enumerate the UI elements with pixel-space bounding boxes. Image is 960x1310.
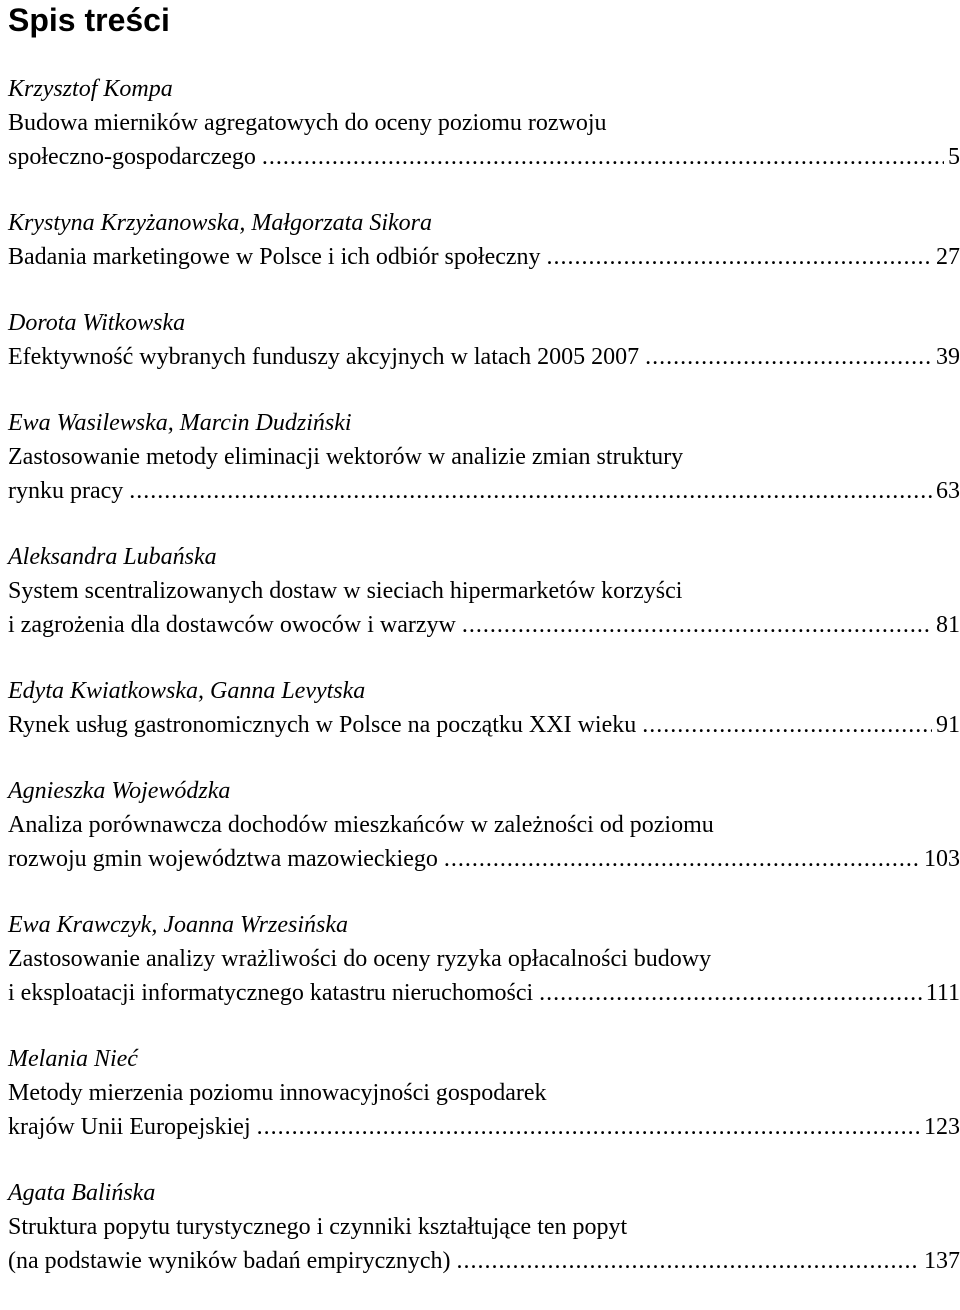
entry-title-end: i eksploatacji informatycznego katastru nieruchomości — [8, 980, 534, 1006]
toc-entry — [8, 674, 960, 742]
entry-authors: Krzysztof Kompa — [8, 76, 173, 102]
entry-authors: Ewa Krawczyk, Joanna Wrzesińska — [8, 912, 348, 938]
entry-final-line — [8, 1110, 960, 1144]
entry-title-line: Budowa mierników agregatowych do oceny poziomu rozwoju — [8, 110, 607, 136]
dot-leader — [645, 340, 932, 374]
dot-leader — [539, 976, 922, 1010]
dot-leader — [547, 240, 932, 274]
entry-title-end: Efektywność wybranych funduszy akcyjnych w latach 2005 2007 — [8, 344, 640, 370]
entry-title-end: rozwoju gmin województwa mazowieckiego — [8, 846, 438, 872]
entry-authors: Melania Nieć — [8, 1046, 138, 1072]
dot-leader — [257, 1110, 920, 1144]
entry-authors: Dorota Witkowska — [8, 310, 186, 336]
entry-final-line — [8, 240, 960, 274]
toc-entry — [8, 206, 960, 274]
dot-leader — [262, 140, 944, 174]
page-number: 5 — [948, 144, 960, 170]
entry-title-line: Zastosowanie metody eliminacji wektorów w analizie zmian struktury — [8, 444, 684, 470]
dot-leader — [462, 608, 932, 642]
page-number: 27 — [936, 244, 960, 270]
entry-final-line — [8, 976, 960, 1010]
toc-entry — [8, 406, 960, 508]
dot-leader — [129, 474, 932, 508]
toc-entries — [8, 72, 960, 1310]
entry-authors: Ewa Wasilewska, Marcin Dudziński — [8, 410, 352, 436]
entry-title-end: Rynek usług gastronomicznych w Polsce na początku XXI wieku — [8, 712, 637, 738]
dot-leader — [444, 842, 920, 876]
page-number: 81 — [936, 612, 960, 638]
entry-title-line: System scentralizowanych dostaw w sieciach hipermarketów korzyści — [8, 578, 683, 604]
toc-entry — [8, 1042, 960, 1144]
entry-title-line: Analiza porównawcza dochodów mieszkańców w zależności od poziomu — [8, 812, 714, 838]
entry-final-line — [8, 140, 960, 174]
page-number: 39 — [936, 344, 960, 370]
entry-title-end: społeczno-gospodarczego — [8, 144, 256, 170]
entry-authors: Edyta Kwiatkowska, Ganna Levytska — [8, 678, 366, 704]
page-title: Spis treści — [8, 2, 170, 38]
page-number: 91 — [936, 712, 960, 738]
toc-entry — [8, 908, 960, 1010]
entry-title-end: (na podstawie wyników badań empirycznych) — [8, 1248, 451, 1274]
entry-title-end: krajów Unii Europejskiej — [8, 1114, 251, 1140]
entry-title-end: rynku pracy — [8, 478, 124, 504]
entry-title-end: Badania marketingowe w Polsce i ich odbiór społeczny — [8, 244, 541, 270]
page-number: 137 — [924, 1248, 960, 1274]
entry-authors: Agata Balińska — [8, 1180, 156, 1206]
entry-authors: Agnieszka Wojewódzka — [8, 778, 231, 804]
entry-authors: Krystyna Krzyżanowska, Małgorzata Sikora — [8, 210, 433, 236]
toc-entry — [8, 72, 960, 174]
dot-leader — [457, 1244, 920, 1278]
entry-title-line: Zastosowanie analizy wrażliwości do oceny ryzyka opłacalności budowy — [8, 946, 712, 972]
page-number: 63 — [936, 478, 960, 504]
entry-final-line — [8, 708, 960, 742]
entry-title-end: i zagrożenia dla dostawców owoców i warzyw — [8, 612, 456, 638]
entry-final-line — [8, 842, 960, 876]
entry-final-line — [8, 474, 960, 508]
entry-final-line — [8, 608, 960, 642]
toc-entry — [8, 540, 960, 642]
toc-entry — [8, 1176, 960, 1278]
dot-leader — [642, 708, 932, 742]
page-number: 123 — [924, 1114, 960, 1140]
toc-entry — [8, 306, 960, 374]
entry-final-line — [8, 1244, 960, 1278]
entry-title-line: Struktura popytu turystycznego i czynniki kształtujące ten popyt — [8, 1214, 628, 1240]
entry-authors: Aleksandra Lubańska — [8, 544, 217, 570]
page-number: 103 — [924, 846, 960, 872]
page-number: 111 — [925, 980, 960, 1006]
entry-title-line: Metody mierzenia poziomu innowacyjności gospodarek — [8, 1080, 547, 1106]
toc-entry — [8, 774, 960, 876]
entry-final-line — [8, 340, 960, 374]
